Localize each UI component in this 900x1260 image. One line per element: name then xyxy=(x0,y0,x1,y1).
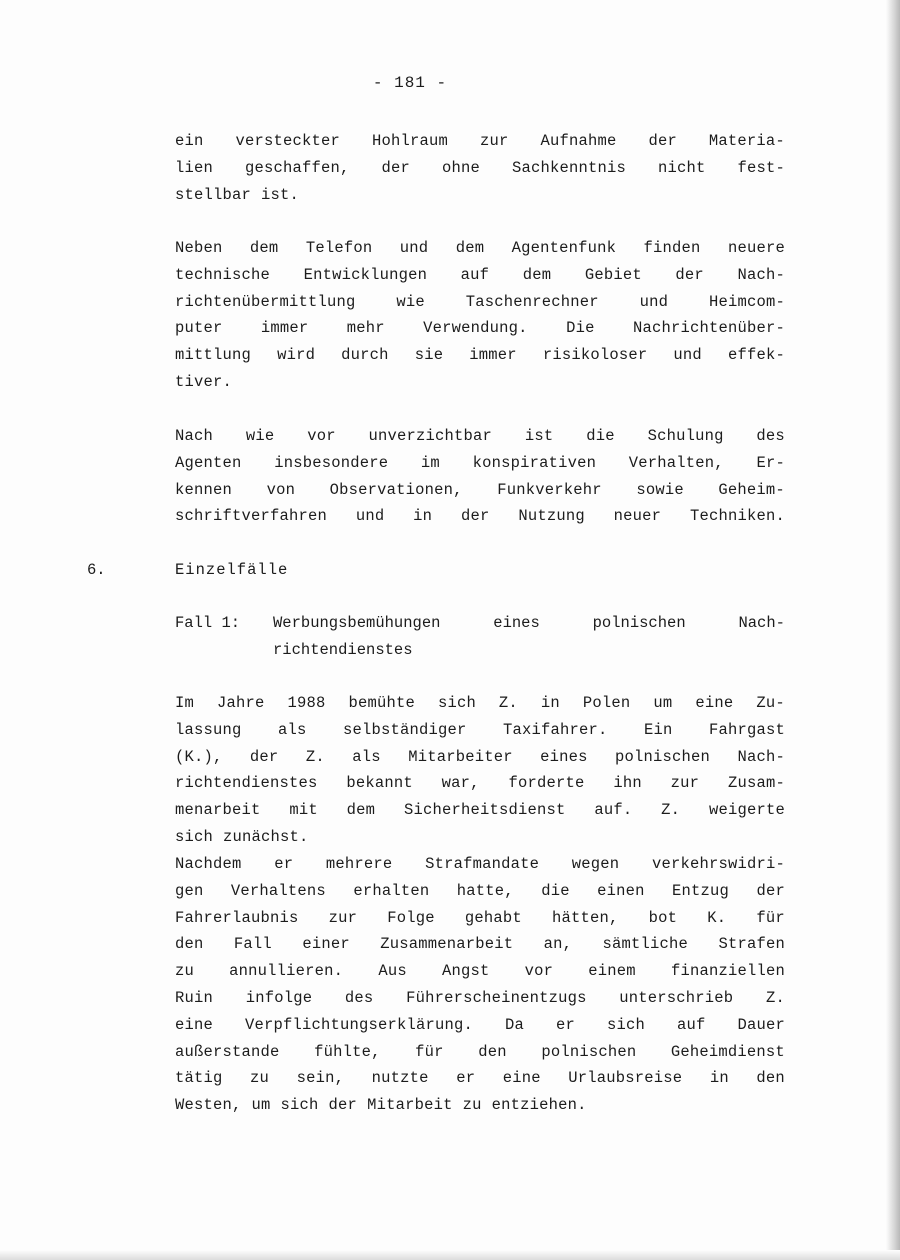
word: er xyxy=(555,1015,575,1034)
word: wie xyxy=(396,292,425,311)
word: er xyxy=(274,855,294,873)
word: der xyxy=(756,881,785,900)
word: und xyxy=(639,292,669,311)
text-line xyxy=(175,342,785,369)
word: konspirativen xyxy=(472,453,597,472)
word: vor xyxy=(524,962,554,981)
word: auf xyxy=(676,1015,706,1034)
word: kennen xyxy=(175,480,233,499)
word: Mitarbeit xyxy=(367,1096,453,1115)
word: richtendienstes xyxy=(175,774,318,793)
word: Geheim- xyxy=(718,480,785,499)
text-line xyxy=(175,315,785,342)
word: Z. xyxy=(661,801,681,820)
word: für xyxy=(415,1042,444,1061)
scan-edge-bottom xyxy=(0,1250,900,1260)
text-line xyxy=(175,423,785,450)
word: ohne xyxy=(441,158,480,177)
word: Z. xyxy=(498,694,518,712)
word: wegen xyxy=(571,855,620,873)
word: in xyxy=(709,1069,729,1088)
word: Fahrerlaubnis xyxy=(175,908,299,927)
word: sich xyxy=(175,827,214,846)
text-line xyxy=(175,905,785,932)
word: effek- xyxy=(727,346,785,365)
section-title: Einzelfälle xyxy=(175,561,289,579)
word: bemühte xyxy=(348,694,415,712)
word: risikoloser xyxy=(542,346,648,365)
word: dem xyxy=(346,801,376,820)
text-line xyxy=(175,128,785,155)
word: des xyxy=(344,988,374,1007)
word: der xyxy=(381,158,410,177)
word: Entwicklungen xyxy=(303,265,428,284)
word: Hohlraum xyxy=(371,132,448,150)
text-line xyxy=(273,637,785,664)
word: neuere xyxy=(727,239,785,257)
word: eines xyxy=(540,747,588,766)
word: war, xyxy=(441,774,480,793)
text-line xyxy=(175,878,785,905)
word: insbesondere xyxy=(274,453,389,472)
word: Polen xyxy=(582,694,631,712)
text-line xyxy=(175,477,785,504)
word: Observationen, xyxy=(329,480,463,499)
word: zur xyxy=(670,774,700,793)
word: wie xyxy=(245,427,275,445)
word: Taxifahrer. xyxy=(502,720,608,739)
word: in xyxy=(413,507,433,526)
text-line xyxy=(175,797,785,824)
text-line xyxy=(175,1012,785,1039)
text-line xyxy=(175,958,785,985)
word: zu xyxy=(250,1069,270,1088)
word: unterschrieb xyxy=(619,988,734,1007)
word: geschaffen, xyxy=(244,158,350,177)
word: puter xyxy=(175,319,223,338)
word: Funkverkehr xyxy=(497,480,602,499)
word: gen xyxy=(175,881,204,900)
word: den xyxy=(756,1069,785,1088)
word: Strafmandate xyxy=(425,855,540,873)
word: zur xyxy=(479,132,509,150)
word: Urlaubsreise xyxy=(568,1069,683,1088)
word: Geheimdienst xyxy=(670,1042,785,1061)
word: für xyxy=(756,908,785,927)
word: (K.), xyxy=(175,747,223,766)
word: immer xyxy=(260,319,309,338)
word: wird xyxy=(277,346,316,365)
word: sein, xyxy=(296,1069,345,1088)
word: ist xyxy=(524,427,554,445)
text-line xyxy=(175,1039,785,1066)
word: sowie xyxy=(636,480,684,499)
word: Verwendung. xyxy=(423,319,528,338)
word: Aus xyxy=(378,962,407,981)
word: außerstande xyxy=(175,1042,280,1061)
word: auf. xyxy=(594,801,633,820)
word: sich xyxy=(280,1096,319,1115)
word: Da xyxy=(505,1015,525,1034)
word: als xyxy=(277,720,307,739)
word: und xyxy=(399,239,429,257)
word: zur xyxy=(328,908,358,927)
word: und xyxy=(673,346,702,365)
word: des xyxy=(756,427,785,445)
text-line xyxy=(175,369,785,396)
word: Nachdem xyxy=(175,855,242,873)
word: als xyxy=(352,747,381,766)
word: mehrere xyxy=(325,855,393,873)
word: der xyxy=(461,507,490,526)
word: Techniken. xyxy=(689,507,785,526)
word: Schulung xyxy=(647,427,724,445)
word: Zu- xyxy=(756,694,785,712)
case-title xyxy=(273,610,785,664)
word: Gebiet xyxy=(584,265,642,284)
word: dem xyxy=(455,239,485,257)
word: Ein xyxy=(643,720,673,739)
word: einer xyxy=(302,935,350,954)
word: die xyxy=(541,881,570,900)
text-line xyxy=(175,262,785,289)
word: eines xyxy=(493,614,540,632)
text-line xyxy=(175,931,785,958)
section-number: 6. xyxy=(87,561,106,579)
word: Folge xyxy=(387,908,435,927)
word: Nachrichtenüber- xyxy=(632,319,785,338)
text-line xyxy=(175,450,785,477)
word: zu xyxy=(175,962,195,981)
text-line xyxy=(175,155,785,182)
word: menarbeit xyxy=(175,801,261,820)
text-line xyxy=(175,770,785,797)
paragraph-1 xyxy=(175,128,785,208)
word: versteckter xyxy=(235,132,341,150)
word: hatte, xyxy=(456,881,514,900)
word: Aufnahme xyxy=(540,132,617,150)
word: an, xyxy=(543,935,573,954)
word: Dauer xyxy=(737,1015,785,1034)
word: Verhalten, xyxy=(628,453,724,472)
text-line xyxy=(175,824,785,851)
text-line xyxy=(175,1065,785,1092)
word: mehr xyxy=(346,319,385,338)
word: Werbungsbemühungen xyxy=(273,614,441,632)
text-line xyxy=(175,690,785,717)
word: nutzte xyxy=(371,1069,429,1088)
word: den xyxy=(478,1042,507,1061)
word: ist. xyxy=(261,185,300,204)
word: Verpflichtungserklärung. xyxy=(244,1015,474,1034)
word: zu xyxy=(462,1096,482,1115)
word: Nach- xyxy=(737,747,785,766)
word: richtenübermittlung xyxy=(175,292,356,311)
word: annullieren. xyxy=(229,962,344,981)
word: K. xyxy=(707,908,727,927)
word: ein xyxy=(175,132,204,150)
word: tiver. xyxy=(175,372,233,391)
text-line xyxy=(175,717,785,744)
word: tätig xyxy=(175,1069,223,1088)
text-line xyxy=(175,182,785,209)
word: Fall xyxy=(233,935,272,954)
word: weigerte xyxy=(708,801,785,820)
paragraph-4 xyxy=(175,690,785,851)
word: finanziellen xyxy=(670,962,785,981)
word: Agentenfunk xyxy=(511,239,617,257)
word: der xyxy=(675,265,704,284)
word: Die xyxy=(566,319,595,338)
word: hätten, xyxy=(552,908,619,927)
word: einem xyxy=(588,962,636,981)
word: im xyxy=(420,453,440,472)
word: verkehrswidri- xyxy=(651,855,785,873)
word: Zusammenarbeit xyxy=(380,935,514,954)
word: Im xyxy=(175,694,195,712)
paragraph-2 xyxy=(175,235,785,396)
word: zunächst. xyxy=(223,827,309,846)
word: polnischen xyxy=(541,1042,637,1061)
text-line xyxy=(175,744,785,771)
word: Mitarbeiter xyxy=(408,747,513,766)
word: unverzichtbar xyxy=(368,427,493,445)
word: Ruin xyxy=(175,988,214,1007)
page-number: - 181 - xyxy=(372,74,448,92)
word: Heimcom- xyxy=(708,292,785,311)
text-line xyxy=(175,851,785,878)
text-line xyxy=(175,985,785,1012)
word: um xyxy=(653,694,673,712)
word: der xyxy=(328,1096,358,1115)
word: stellbar xyxy=(175,185,252,204)
word: Sachkenntnis xyxy=(511,158,626,177)
word: bot xyxy=(648,908,678,927)
word: dem xyxy=(249,239,279,257)
word: polnischen xyxy=(615,747,711,766)
word: ihn xyxy=(613,774,642,793)
word: dem xyxy=(522,265,552,284)
text-line xyxy=(175,289,785,316)
word: nicht xyxy=(657,158,706,177)
word: schriftverfahren xyxy=(175,507,328,526)
word: mit xyxy=(289,801,318,820)
word: Jahre xyxy=(216,694,265,712)
word: gehabt xyxy=(464,908,522,927)
word: Materia- xyxy=(708,132,785,150)
word: Er- xyxy=(756,453,785,472)
word: erhalten xyxy=(353,881,430,900)
word: Z. xyxy=(765,988,785,1007)
word: Sicherheitsdienst xyxy=(403,801,566,820)
scan-edge-right xyxy=(886,0,900,1260)
word: der xyxy=(648,132,677,150)
paragraph-5 xyxy=(175,851,785,1119)
word: neuer xyxy=(613,507,662,526)
word: Zusam- xyxy=(727,774,785,793)
word: forderte xyxy=(508,774,585,793)
word: eine xyxy=(502,1069,541,1088)
word: Telefon xyxy=(305,239,373,257)
word: vor xyxy=(307,427,336,445)
word: Neben xyxy=(175,239,223,257)
word: Taschenrechner xyxy=(465,292,599,311)
word: selbständiger xyxy=(342,720,467,739)
word: Entzug xyxy=(672,881,730,900)
word: den xyxy=(175,935,204,954)
word: polnischen xyxy=(592,614,686,632)
paragraph-3 xyxy=(175,423,785,530)
word: sich xyxy=(437,694,476,712)
word: eine xyxy=(695,694,734,712)
word: fest- xyxy=(737,158,785,177)
word: Fahrgast xyxy=(708,720,785,739)
word: Agenten xyxy=(175,453,242,472)
text-line xyxy=(273,610,785,637)
word: infolge xyxy=(245,988,313,1007)
word: Strafen xyxy=(718,935,785,954)
word: sämtliche xyxy=(602,935,689,954)
word: durch xyxy=(341,346,389,365)
word: immer xyxy=(469,346,517,365)
word: Nach xyxy=(175,427,214,445)
word: Nach- xyxy=(737,265,785,284)
word: richtendienstes xyxy=(273,640,413,659)
word: fühlte, xyxy=(314,1042,381,1061)
word: bekannt xyxy=(346,774,413,793)
word: 1988 xyxy=(287,694,326,712)
word: technische xyxy=(175,265,271,284)
word: finden xyxy=(643,239,701,257)
word: um xyxy=(251,1096,271,1115)
word: die xyxy=(586,427,615,445)
text-line xyxy=(175,235,785,262)
word: entziehen. xyxy=(491,1096,587,1115)
word: Nach- xyxy=(738,614,785,632)
word: auf xyxy=(460,265,490,284)
word: eine xyxy=(175,1015,214,1034)
word: sich xyxy=(606,1015,645,1034)
word: sie xyxy=(414,346,444,365)
word: er xyxy=(456,1069,476,1088)
word: der xyxy=(249,747,279,766)
word: in xyxy=(540,694,560,712)
text-line xyxy=(175,1092,785,1119)
word: Verhaltens xyxy=(230,881,326,900)
word: Nutzung xyxy=(518,507,585,526)
word: und xyxy=(355,507,385,526)
word: Führerscheinentzugs xyxy=(406,988,587,1007)
word: lassung xyxy=(175,720,242,739)
word: Z. xyxy=(305,747,325,766)
word: lien xyxy=(175,158,214,177)
word: einen xyxy=(597,881,645,900)
case-label: Fall 1: xyxy=(175,614,241,632)
text-line xyxy=(175,503,785,530)
word: von xyxy=(266,480,296,499)
word: Angst xyxy=(441,962,490,981)
word: mittlung xyxy=(175,346,252,365)
word: Westen, xyxy=(175,1096,242,1115)
